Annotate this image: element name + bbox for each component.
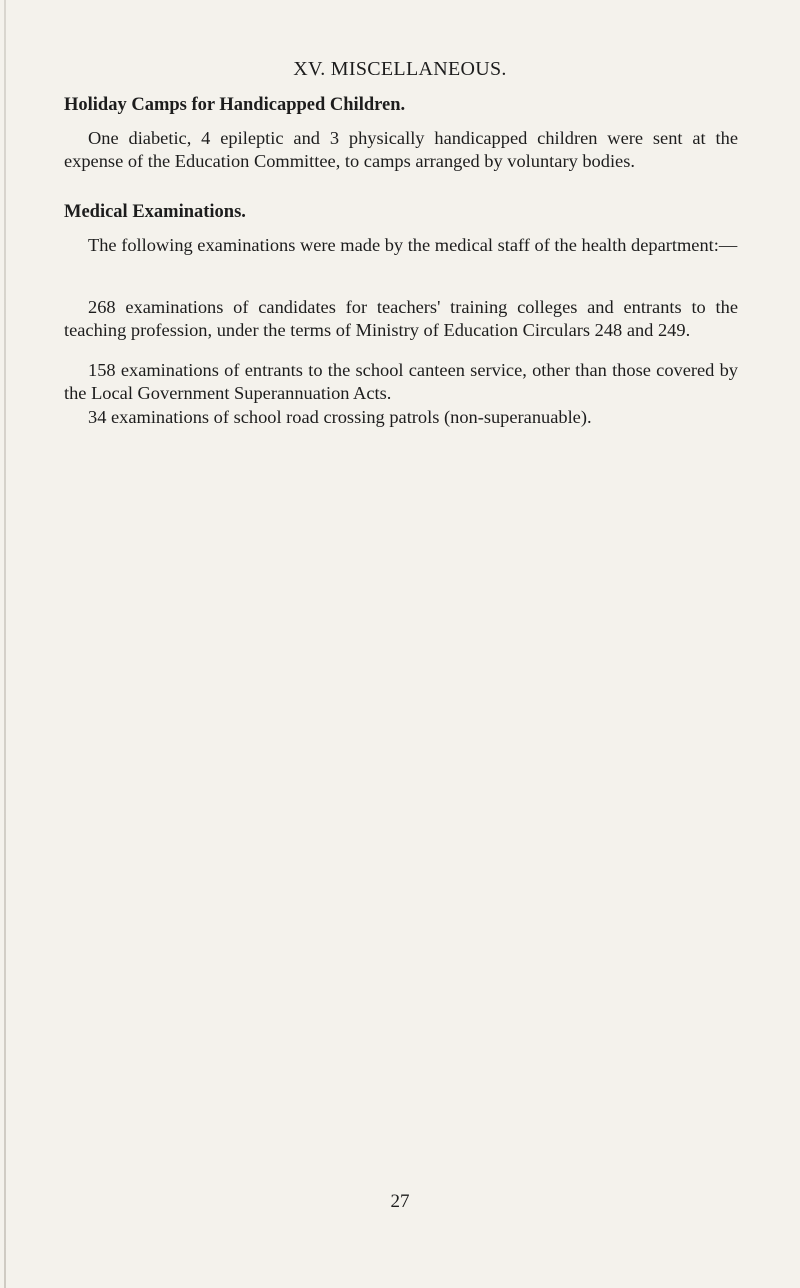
section-title: XV. MISCELLANEOUS. [293, 58, 507, 80]
page-edge [4, 0, 6, 1288]
heading-medical-examinations: Medical Examinations. [64, 202, 246, 222]
heading-holiday-camps: Holiday Camps for Handicapped Children. [64, 95, 406, 115]
paragraph-teacher-examinations: 268 examinations of candidates for teachers' training colleges and entrants to the teaching profession, under the terms of Ministry of Education Circulars 248 and 249. [64, 297, 738, 341]
paragraph-canteen-examinations: 158 examinations of entrants to the school canteen service, other than those covered by the Local Government Superannuation Acts. [64, 360, 738, 404]
paragraph-medical-intro: The following examinations were made by the medical staff of the health department:— [88, 235, 738, 256]
paragraph-crossing-patrols: 34 examinations of school road crossing patrols (non-superanuable). [88, 407, 592, 428]
paragraph-holiday-camps: One diabetic, 4 epileptic and 3 physically handicapped children were sent at the expense of the Education Committee, to camps arranged by voluntary bodies. [64, 128, 738, 172]
page-number: 27 [390, 1191, 410, 1212]
